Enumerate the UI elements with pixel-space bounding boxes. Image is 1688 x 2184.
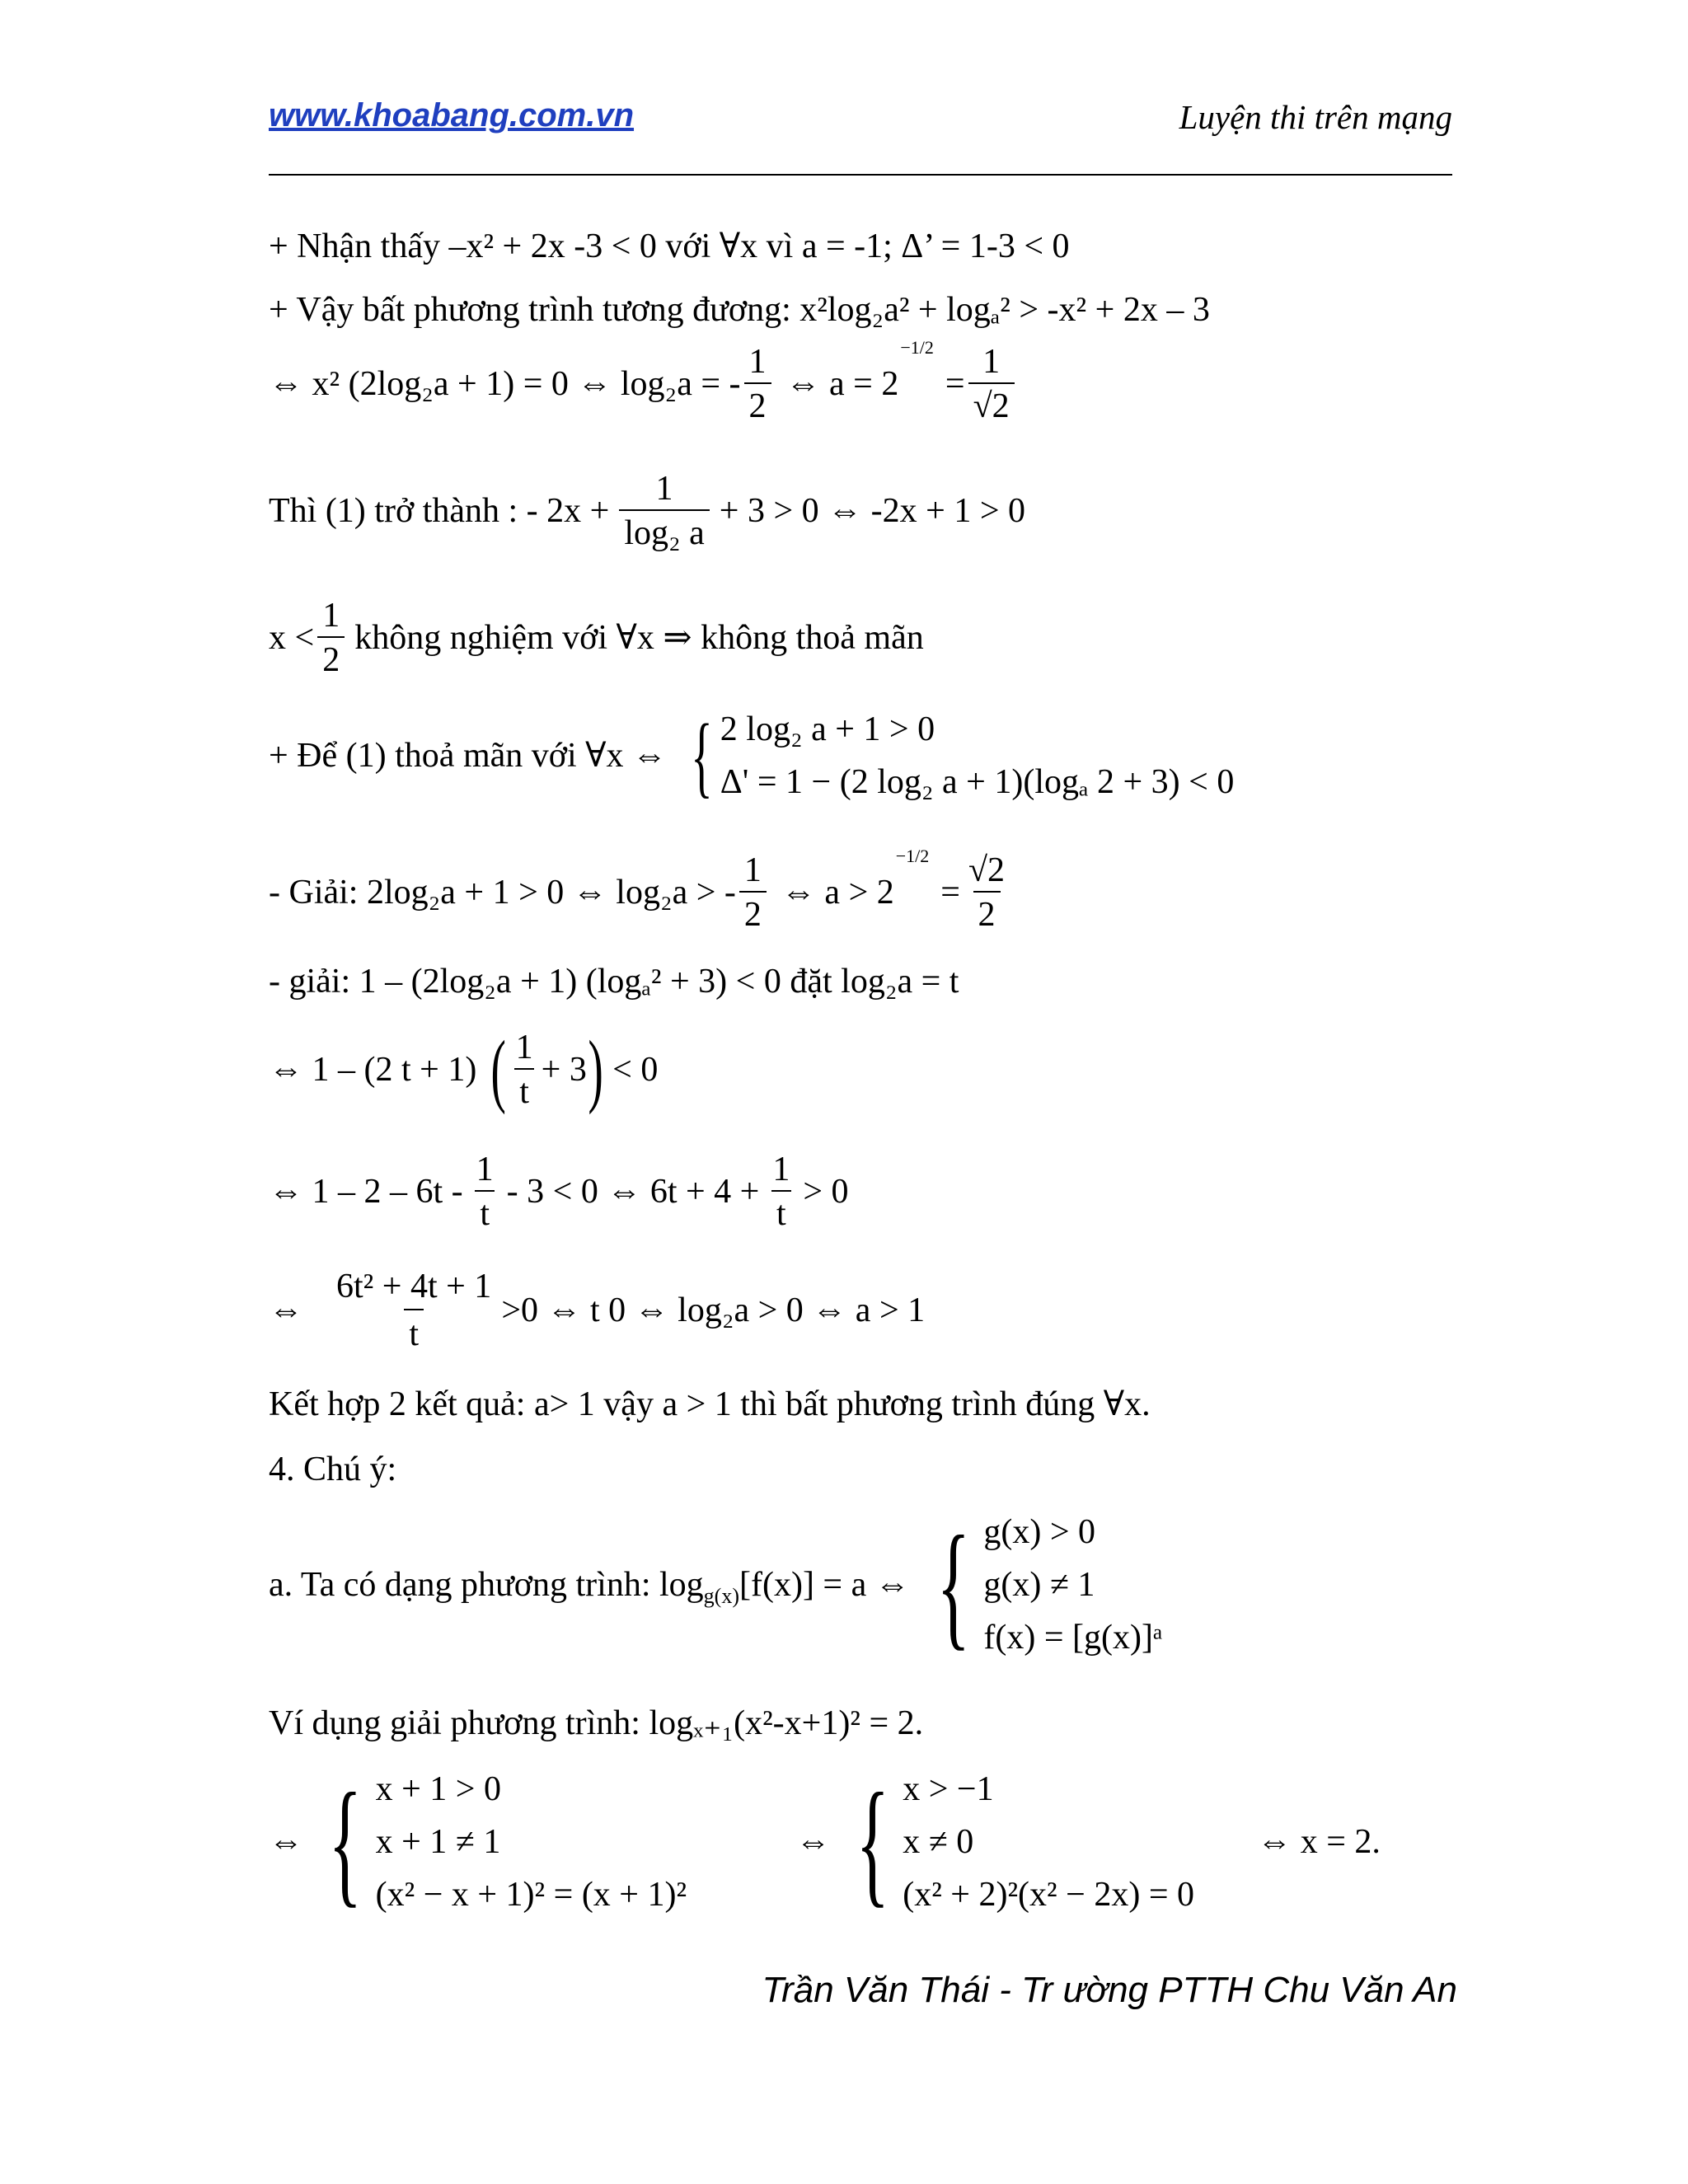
fraction-den: t [771, 1190, 791, 1231]
fraction-num: 1 [476, 1151, 494, 1188]
fraction-den: √2 [968, 382, 1015, 424]
system-2-eq-2: g(x) ≠ 1 [983, 1566, 1095, 1604]
right-paren: ) [588, 1024, 603, 1115]
fraction-den: t [475, 1190, 495, 1231]
line-16-text-a: ⇔ [269, 1823, 303, 1861]
fraction-num: 1 [655, 470, 673, 508]
line-16-text-c: ⇔ x = 2. [1257, 1823, 1381, 1861]
line-16-text-b: ⇔ [795, 1823, 831, 1861]
system-3 [376, 1772, 763, 1912]
fraction-num: 1 [322, 597, 340, 635]
fraction-one-over-t [511, 1030, 538, 1109]
left-brace: { [691, 705, 713, 806]
left-brace: { [856, 1765, 889, 1919]
fraction-half [744, 344, 771, 424]
line-7-text-b: ⇔ a > 2 [781, 874, 894, 912]
fraction-half [317, 598, 345, 677]
line-14 [269, 1507, 1163, 1662]
line-9-text-b: + 3 [541, 1051, 587, 1089]
system-2 [983, 1515, 1162, 1655]
system-1-eq-2: Δ' = 1 − (2 log₂ a + 1)(logₐ 2 + 3) < 0 [720, 763, 1235, 801]
system-4-eq-1: x > −1 [903, 1770, 994, 1808]
line-9-text-a: ⇔ 1 – (2 t + 1) [269, 1051, 477, 1089]
line-4-text-a: Thì (1) trở thành : - 2x + [269, 492, 610, 530]
fraction-num: 1 [772, 1151, 790, 1188]
line-7-text-c: = [940, 874, 960, 912]
fraction-num: 1 [982, 343, 1001, 381]
line-11-text-b: >0 ⇔ t 0 ⇔ log₂a > 0 ⇔ a > 1 [501, 1291, 926, 1329]
line-2: + Vậy bất phương trình tương đương: x²log₂a² + logₐ² > -x² + 2x – 3 [269, 291, 1210, 329]
line-15: Ví dụng giải phương trình: logₓ₊₁(x²-x+1)² = 2. [269, 1704, 924, 1742]
fraction-sqrt2-over-2 [964, 853, 1010, 932]
line-4 [269, 471, 1025, 551]
fraction-poly-over-t [326, 1269, 501, 1352]
fraction-one-over-t [471, 1152, 499, 1231]
line-5-text-b: không nghiệm với ∀x ⇒ không thoả mãn [354, 619, 924, 657]
line-1: + Nhận thấy –x² + 2x -3 < 0 với ∀x vì a = -1; Δ’ = 1-3 < 0 [269, 227, 1070, 265]
fraction-num: 1 [743, 851, 762, 889]
line-11-text-a: ⇔ [269, 1291, 303, 1329]
left-paren: ( [490, 1024, 507, 1115]
line-9-text-c: < 0 [612, 1051, 659, 1089]
line-13-heading: 4. Chú ý: [269, 1451, 397, 1488]
fraction-den: 2 [973, 891, 1001, 932]
line-4-text-b: + 3 > 0 ⇔ -2x + 1 > 0 [719, 492, 1026, 530]
system-2-eq-1: g(x) > 0 [983, 1513, 1096, 1551]
fraction-num: 1 [748, 343, 767, 381]
line-11 [269, 1269, 925, 1352]
line-10-text-b: - 3 < 0 ⇔ 6t + 4 + [506, 1173, 760, 1211]
line-3 [269, 337, 1018, 425]
line-10 [269, 1152, 849, 1231]
header-rule [269, 174, 1452, 176]
log-base: g(x) [703, 1584, 739, 1608]
system-2-eq-3: f(x) = [g(x)]ᵃ [983, 1619, 1163, 1657]
fraction-half [739, 853, 767, 932]
system-4 [903, 1772, 1249, 1912]
line-5 [269, 598, 924, 677]
site-link[interactable]: www.khoabang.com.vn [269, 97, 635, 134]
fraction-num: √2 [968, 851, 1006, 889]
left-brace: { [328, 1765, 363, 1919]
fraction-den: t [514, 1068, 534, 1109]
line-7-text-a: - Giải: 2log₂a + 1 > 0 ⇔ log₂a > - [269, 874, 736, 912]
fraction-num: 6t² + 4t + 1 [336, 1268, 492, 1305]
line-3-text-a: ⇔ x² (2log₂a + 1) = 0 ⇔ log₂a = - [269, 365, 741, 403]
line-6-text-a: + Để (1) thoả mãn với ∀x ⇔ [269, 737, 667, 775]
left-brace: { [936, 1507, 970, 1662]
line-3-text-c: = [945, 365, 965, 403]
fraction-num: 1 [515, 1029, 533, 1066]
system-1 [720, 712, 1235, 799]
system-4-eq-2: x ≠ 0 [903, 1823, 974, 1861]
system-3-eq-3: (x² − x + 1)² = (x + 1)² [375, 1876, 687, 1914]
line-16 [269, 1765, 1381, 1919]
line-14-text-a: a. Ta có dạng phương trình: log [269, 1566, 704, 1604]
fraction-one-over-t [767, 1152, 795, 1231]
system-3-eq-2: x + 1 ≠ 1 [375, 1823, 501, 1861]
system-4-eq-3: (x² + 2)²(x² − 2x) = 0 [903, 1876, 1194, 1914]
line-6 [269, 705, 1235, 806]
line-14-text-b: [f(x)] = a ⇔ [739, 1566, 910, 1604]
fraction-den: 2 [744, 382, 771, 424]
header-tagline: Luyện thi trên mạng [1179, 98, 1452, 136]
fraction-den: log₂ a [619, 509, 709, 551]
line-8: - giải: 1 – (2log₂a + 1) (logₐ² + 3) < 0 đặt log₂a = t [269, 963, 959, 1001]
exponent: −1/2 [900, 337, 934, 358]
line-5-text-a: x < [269, 619, 315, 657]
fraction-den: 2 [739, 891, 767, 932]
exponent: −1/2 [895, 846, 930, 866]
line-10-text-c: > 0 [803, 1173, 849, 1211]
fraction-inv-sqrt2 [968, 344, 1015, 424]
line-3-text-b: ⇔ a = 2 [785, 365, 899, 403]
system-3-eq-1: x + 1 > 0 [375, 1770, 501, 1808]
fraction-one-over-log [619, 471, 709, 551]
fraction-den: 2 [317, 636, 345, 677]
line-9 [269, 1024, 659, 1115]
line-12: Kết hợp 2 kết quả: a> 1 vậy a > 1 thì bất phương trình đúng ∀x. [269, 1385, 1151, 1423]
footer-author: Trần Văn Thái - Tr ường PTTH Chu Văn An [762, 1970, 1457, 2010]
system-1-eq-1: 2 log₂ a + 1 > 0 [720, 710, 935, 748]
line-7 [269, 846, 1013, 934]
fraction-den: t [404, 1309, 424, 1352]
line-10-text-a: ⇔ 1 – 2 – 6t - [269, 1173, 463, 1211]
